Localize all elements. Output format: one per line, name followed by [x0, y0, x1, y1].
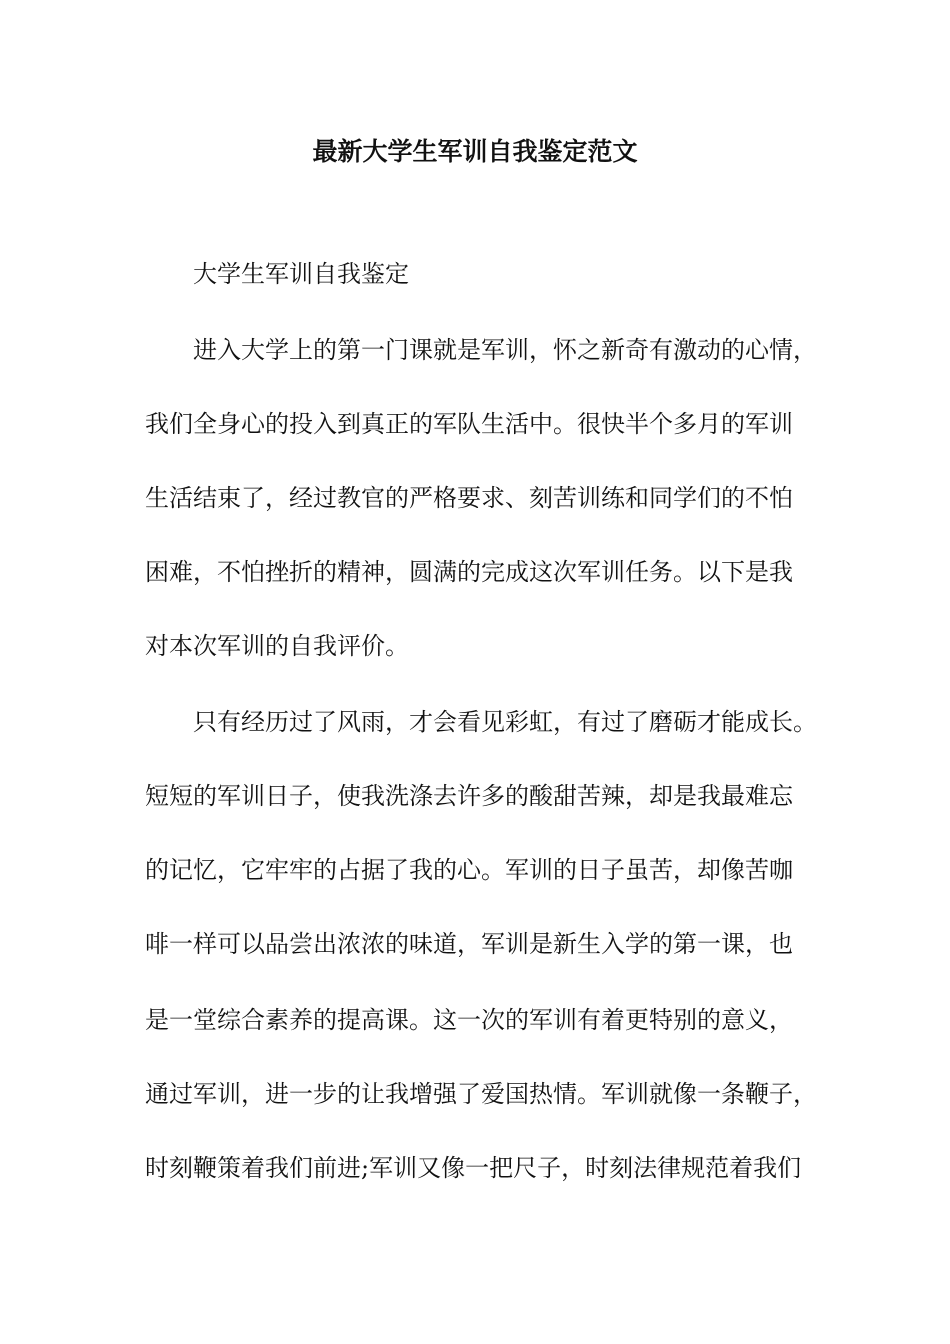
paragraph-line: 是一堂综合素养的提高课。这一次的军训有着更特别的意义，: [145, 1006, 793, 1034]
paragraph-line: 只有经历过了风雨，才会看见彩虹，有过了磨砺才能成长。: [193, 708, 817, 736]
section-heading: 大学生军训自我鉴定: [193, 260, 409, 288]
paragraph-line: 通过军训，进一步的让我增强了爱国热情。军训就像一条鞭子，: [145, 1080, 817, 1108]
paragraph-line: 啡一样可以品尝出浓浓的味道，军训是新生入学的第一课，也: [145, 930, 793, 958]
document-title: 最新大学生军训自我鉴定范文: [312, 137, 638, 166]
paragraph-line: 生活结束了，经过教官的严格要求、刻苦训练和同学们的不怕: [145, 484, 793, 512]
paragraph-line: 我们全身心的投入到真正的军队生活中。很快半个多月的军训: [145, 410, 793, 438]
paragraph-line: 对本次军训的自我评价。: [145, 632, 409, 660]
paragraph-line: 进入大学上的第一门课就是军训，怀之新奇有激动的心情，: [193, 336, 817, 364]
paragraph-line: 时刻鞭策着我们前进;军训又像一把尺子，时刻法律规范着我们: [145, 1154, 802, 1182]
paragraph-line: 困难，不怕挫折的精神，圆满的完成这次军训任务。以下是我: [145, 558, 793, 586]
paragraph-line: 短短的军训日子，使我洗涤去许多的酸甜苦辣，却是我最难忘: [145, 782, 793, 810]
paragraph-line: 的记忆，它牢牢的占据了我的心。军训的日子虽苦，却像苦咖: [145, 856, 793, 884]
